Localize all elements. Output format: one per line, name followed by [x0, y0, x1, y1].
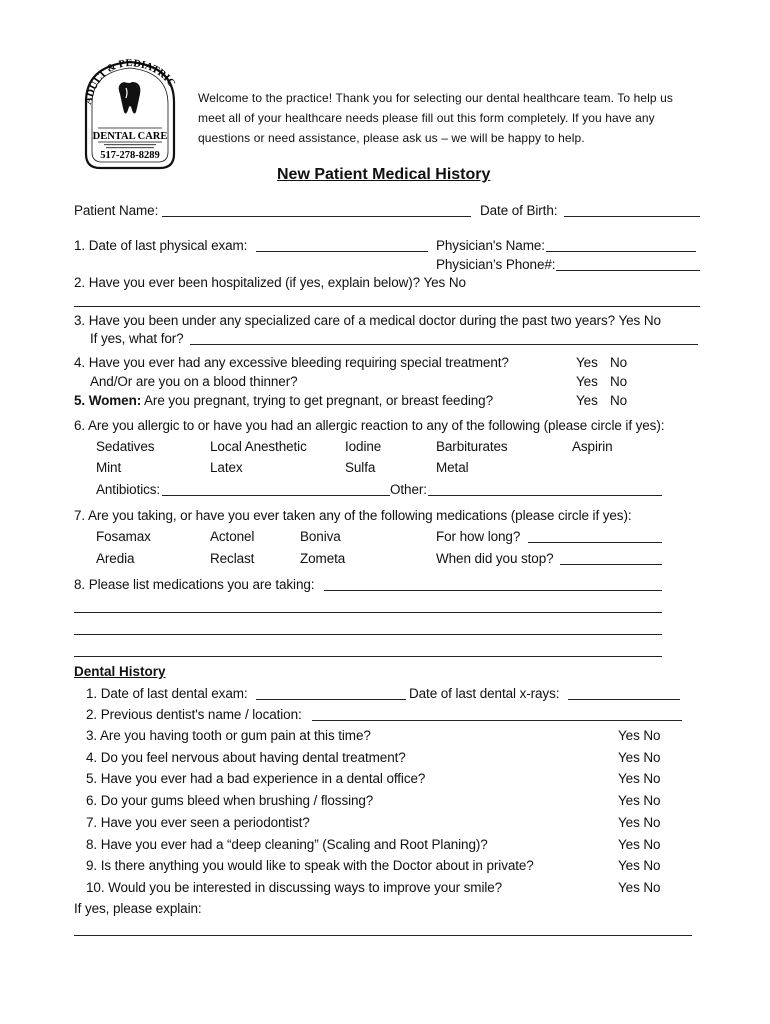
dental-q3-yes-no[interactable]: Yes No [618, 728, 661, 743]
q4-label: 4. Have you ever had any excessive bleeding requiring special treatment? [74, 355, 509, 370]
q3-label: 3. Have you been under any specialized care of a medical doctor during the past two years? Yes No [74, 313, 661, 328]
when-stop-field[interactable] [560, 564, 662, 565]
last-xrays-field[interactable] [568, 699, 680, 700]
dental-q4: 4. Do you feel nervous about having dental treatment? [86, 750, 406, 765]
explain-field[interactable] [74, 935, 692, 936]
dental-q3: 3. Are you having tooth or gum pain at this time? [86, 728, 371, 743]
intro-line-2: meet all of your healthcare needs please fill out this form completely. If you have any [198, 111, 655, 125]
medications-field-1[interactable] [324, 590, 662, 591]
allergy-latex[interactable]: Latex [210, 460, 243, 475]
dental-q9: 9. Is there anything you would like to speak with the Doctor about in private? [86, 858, 534, 873]
intro-line-1: Welcome to the practice! Thank you for selecting our dental healthcare team. To help us [198, 91, 673, 105]
med-fosamax[interactable]: Fosamax [96, 529, 151, 544]
q7-label: 7. Are you taking, or have you ever taken any of the following medications (please circle if yes): [74, 508, 632, 523]
med-zometa[interactable]: Zometa [300, 551, 346, 566]
q5-yes[interactable]: Yes [576, 393, 598, 408]
d1b-label: Date of last dental x-rays: [409, 686, 560, 701]
antibiotics-label: Antibiotics: [96, 482, 161, 497]
logo-name: DENTAL CARE [92, 131, 168, 142]
medications-field-4[interactable] [74, 656, 662, 657]
dental-q7: 7. Have you ever seen a periodontist? [86, 815, 310, 830]
how-long-field[interactable] [528, 542, 662, 543]
dental-q7-yes-no[interactable]: Yes No [618, 815, 661, 830]
practice-logo [76, 58, 184, 172]
q4b-label: And/Or are you on a blood thinner? [90, 374, 298, 389]
patient-name-label: Patient Name: [74, 203, 159, 218]
other-allergy-label: Other: [390, 482, 427, 497]
logo-arc-text: ADULT & PEDIATRIC [82, 58, 177, 106]
dental-q5-yes-no[interactable]: Yes No [618, 771, 661, 786]
q1-label: 1. Date of last physical exam: [74, 238, 248, 253]
med-aredia[interactable]: Aredia [96, 551, 135, 566]
dental-history-heading: Dental History [74, 664, 166, 679]
med-reclast[interactable]: Reclast [210, 551, 255, 566]
dental-q4-yes-no[interactable]: Yes No [618, 750, 661, 765]
allergy-metal[interactable]: Metal [436, 460, 469, 475]
dental-q10-yes-no[interactable]: Yes No [618, 880, 661, 895]
allergy-sedatives[interactable]: Sedatives [96, 439, 155, 454]
q4-yes[interactable]: Yes [576, 355, 598, 370]
allergy-barbiturates[interactable]: Barbiturates [436, 439, 508, 454]
med-boniva[interactable]: Boniva [300, 529, 341, 544]
previous-dentist-field[interactable] [312, 720, 682, 721]
d2-label: 2. Previous dentist's name / location: [86, 707, 302, 722]
q2-label: 2. Have you ever been hospitalized (if yes, explain below)? Yes No [74, 275, 466, 290]
d1-label: 1. Date of last dental exam: [86, 686, 248, 701]
med-actonel[interactable]: Actonel [210, 529, 255, 544]
last-dental-exam-field[interactable] [256, 699, 406, 700]
q4-no[interactable]: No [610, 355, 628, 370]
explain-label: If yes, please explain: [74, 901, 202, 916]
physician-name-label: Physician's Name: [436, 238, 545, 253]
allergy-aspirin[interactable]: Aspirin [572, 439, 613, 454]
allergy-mint[interactable]: Mint [96, 460, 122, 475]
q5-women-label: 5. Women: [74, 393, 142, 408]
q5-label [74, 393, 493, 409]
medications-field-3[interactable] [74, 634, 662, 635]
last-physical-field[interactable] [256, 251, 428, 252]
dob-label: Date of Birth: [480, 203, 558, 218]
q8-label: 8. Please list medications you are taking: [74, 577, 315, 592]
dob-field[interactable] [564, 216, 700, 217]
dental-q10: 10. Would you be interested in discussing ways to improve your smile? [86, 880, 503, 895]
physician-name-field[interactable] [546, 251, 696, 252]
intro-line-3: questions or need assistance, please ask us – we will be happy to help. [198, 131, 585, 145]
other-allergy-field[interactable] [428, 495, 662, 496]
q5-no[interactable]: No [610, 393, 628, 408]
q4b-no[interactable]: No [610, 374, 628, 389]
antibiotics-field[interactable] [162, 495, 390, 496]
q3-followup-label: If yes, what for? [90, 331, 184, 346]
medications-field-2[interactable] [74, 612, 662, 613]
q4b-yes[interactable]: Yes [576, 374, 598, 389]
when-stop-label: When did you stop? [436, 551, 554, 566]
q2-explain-field[interactable] [74, 306, 700, 307]
patient-name-field[interactable] [162, 216, 471, 217]
logo-phone: 517-278-8289 [100, 150, 160, 161]
physician-phone-field[interactable] [556, 270, 700, 271]
dental-q6: 6. Do your gums bleed when brushing / flossing? [86, 793, 374, 808]
allergy-sulfa[interactable]: Sulfa [345, 460, 376, 475]
q5-text: Are you pregnant, trying to get pregnant, or breast feeding? [141, 393, 493, 408]
q6-label: 6. Are you allergic to or have you had an allergic reaction to any of the following (please circle if yes): [74, 418, 665, 433]
physician-phone-label: Physician’s Phone#: [436, 257, 556, 272]
q3-explain-field[interactable] [190, 344, 698, 345]
dental-q6-yes-no[interactable]: Yes No [618, 793, 661, 808]
allergy-local-anesthetic[interactable]: Local Anesthetic [210, 439, 307, 454]
page-title: New Patient Medical History [277, 166, 491, 183]
dental-q5: 5. Have you ever had a bad experience in a dental office? [86, 771, 426, 786]
dental-q9-yes-no[interactable]: Yes No [618, 858, 661, 873]
allergy-iodine[interactable]: Iodine [345, 439, 382, 454]
how-long-label: For how long? [436, 529, 521, 544]
dental-q8: 8. Have you ever had a “deep cleaning” (Scaling and Root Planing)? [86, 837, 488, 852]
logo-badge-icon [76, 58, 184, 172]
dental-q8-yes-no[interactable]: Yes No [618, 837, 661, 852]
